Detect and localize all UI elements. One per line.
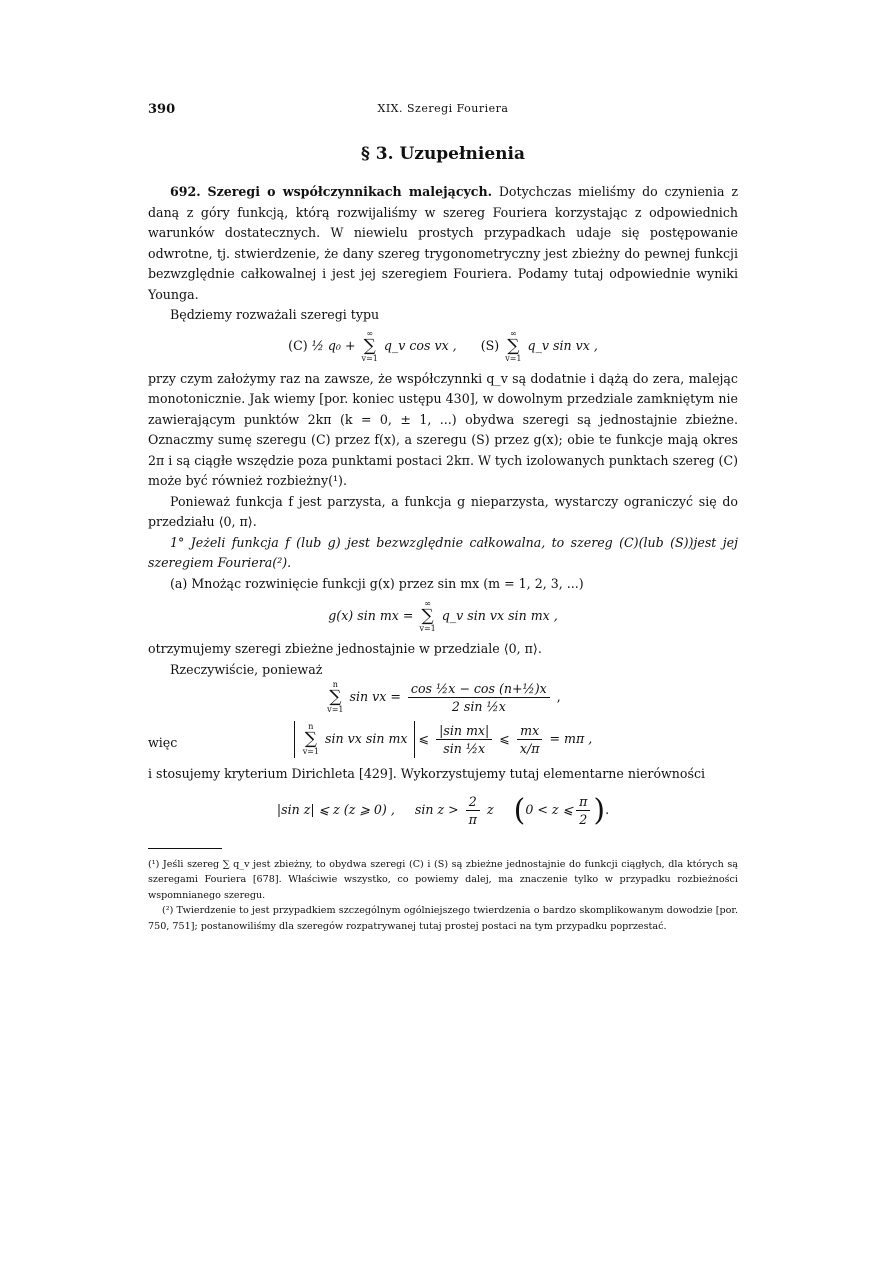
section-title: § 3. Uzupełnienia bbox=[360, 144, 526, 164]
eq3-tail: , bbox=[556, 689, 561, 704]
paren-body: 0 < z ⩽ bbox=[525, 801, 574, 817]
eq2-rhs: q_v sin vx sin mx , bbox=[441, 608, 558, 623]
paragraph-series-intro: Będziemy rozważali szeregi typu bbox=[170, 307, 380, 322]
equation-inequalities: |sin z| ⩽ z (z ⩾ 0) , sin z > $\frac{2}{\pi}$ z (0 < z ⩽ $\frac{\pi}{2}$ ). bbox=[276, 792, 610, 828]
page bbox=[148, 102, 738, 934]
left-paren: ( bbox=[513, 792, 526, 828]
sum-symbol: ∞ ∑ v=1 bbox=[361, 328, 378, 363]
theorem-1: 1° Jeżeli funkcja f (lub g) jest bezwzględnie całkowalna, to szereg (C)(lub (S))jest jej szeregiem Fouriera(²). bbox=[148, 534, 738, 570]
paragraph-dirichlet: i stosujemy kryterium Dirichleta [429]. Wykorzystujemy tutaj elementarne nierówności bbox=[148, 766, 706, 781]
paragraph-text: Dotychczas mieliśmy do czynienia z daną z góry funkcją, którą rozwijaliśmy w szereg Fouriera korzystając z odpowiednich warunków dostatecznych. W niewielu prostych przypadkach udaje się postępowanie odwrotne, tj. stwierdzenie, że dany szereg trygonometryczny jest zbieżny do pewnej funkcji bezwzględnie całkowalnej i jest jej szeregiem Fouriera. Podamy tutaj odpowiednie wyniki Younga. bbox=[148, 184, 738, 302]
equation-bound bbox=[148, 721, 738, 758]
sum-symbol: ∞ ∑ v=1 bbox=[419, 599, 436, 633]
label-wiec: więc bbox=[148, 735, 178, 750]
running-head: XIX. Szeregi Fouriera bbox=[377, 102, 509, 115]
le-sign: ⩽ bbox=[418, 731, 430, 746]
page-number: 390 bbox=[148, 102, 176, 117]
term-c-post: q_v cos vx , bbox=[383, 337, 457, 353]
label-s: (S) bbox=[480, 337, 500, 353]
eq2-lhs: g(x) sin mx = bbox=[328, 608, 414, 623]
le-sign: ⩽ bbox=[499, 731, 510, 746]
eq4-tail: = mπ , bbox=[549, 731, 593, 746]
fraction: $\frac{\pi}{2}$ bbox=[576, 793, 590, 828]
fraction: $\frac{mx}{x/\pi}$ bbox=[517, 722, 543, 757]
page-header bbox=[148, 102, 738, 122]
paragraph-692 bbox=[148, 182, 738, 305]
absolute-value: n ∑ v=1 sin vx sin mx bbox=[294, 721, 415, 758]
term-c-pre: ½ q₀ + bbox=[311, 337, 356, 353]
term-s-post: q_v sin vx , bbox=[527, 337, 598, 353]
paragraph-heading: Szeregi o współczynnikach malejących. bbox=[207, 184, 493, 199]
footnote-2: (²) Twierdzenie to jest przypadkiem szczególnym ogólniejszego twierdzenia o bardzo skomplikowanym dowodzie [por. 750, 751]; postanowiliśmy dla szeregów rozpatrywanej tutaj prostej postaci na tym przypadku poprzestać. bbox=[148, 905, 738, 932]
equation-series-c-s bbox=[148, 330, 738, 363]
eq3-lhs: sin vx = bbox=[349, 689, 401, 704]
fraction: $\frac{\text{|sin mx|}}{\text{sin ½x}}$ bbox=[436, 722, 492, 757]
ineq-2-post: z bbox=[486, 801, 494, 817]
fraction: $\frac{2}{\pi}$ bbox=[466, 793, 480, 828]
paragraph-uniform: otrzymujemy szeregi zbieżne jednostajnie w przedziale ⟨0, π⟩. bbox=[148, 641, 542, 656]
equation-partial-sum bbox=[148, 680, 738, 715]
paragraph-number: 692. bbox=[170, 184, 201, 199]
paragraph-assumptions: przy czym założymy raz na zawsze, że współczynnki q_v są dodatnie i dążą do zera, malejąc monotonicznie. Jak wiemy [por. koniec ustępu 430], w dowolnym przedziale zamkniętym nie zawierającym punktów 2kπ (k = 0, ± 1, ...) obydwa szeregi są jednostajnie zbieżne. Oznaczmy sumę szeregu (C) przez f(x), a szeregu (S) przez g(x); obie te funkcje mają okres 2π i są ciągłe wszędzie poza punktami postaci 2kπ. W tych izolowanych punktach szereg (C) może być również rozbieżny(¹). bbox=[148, 370, 738, 488]
sum-symbol: n ∑ v=1 bbox=[302, 722, 320, 756]
equation-g-expansion bbox=[148, 600, 738, 633]
right-paren: ) bbox=[593, 792, 606, 828]
paragraph-parity: Ponieważ funkcja f jest parzysta, a funkcja g nieparzysta, wystarczy ograniczyć się do przedziału ⟨0, π⟩. bbox=[148, 493, 738, 529]
paragraph-a: (a) Mnożąc rozwinięcie funkcji g(x) przez sin mx (m = 1, 2, 3, ...) bbox=[170, 575, 584, 591]
paragraph-indeed: Rzeczywiście, ponieważ bbox=[170, 661, 323, 677]
sum-symbol: ∞ ∑ v=1 bbox=[505, 328, 522, 363]
footnote-1: (¹) Jeśli szereg ∑ q_v jest zbieżny, to obydwa szeregi (C) i (S) są zbieżne jednostajnie do funkcji ciągłych, dla których są szeregami Fouriera [678]. Właściwie wszystko, co powiemy dalej, ma znaczenie tylko w przypadku rozbieżności wspomnianego szeregu. bbox=[148, 858, 738, 901]
sum-symbol: n ∑ v=1 bbox=[327, 680, 344, 714]
footnote-separator bbox=[148, 848, 222, 849]
ineq-1: |sin z| ⩽ z (z ⩾ 0) , bbox=[276, 801, 395, 817]
label-c: (C) bbox=[288, 337, 308, 353]
fraction: $\frac{\text{cos ½x − cos (n+½)x}}{\text{2 sin ½x}}$ bbox=[408, 680, 550, 715]
ineq-2-pre: sin z > bbox=[414, 801, 459, 817]
